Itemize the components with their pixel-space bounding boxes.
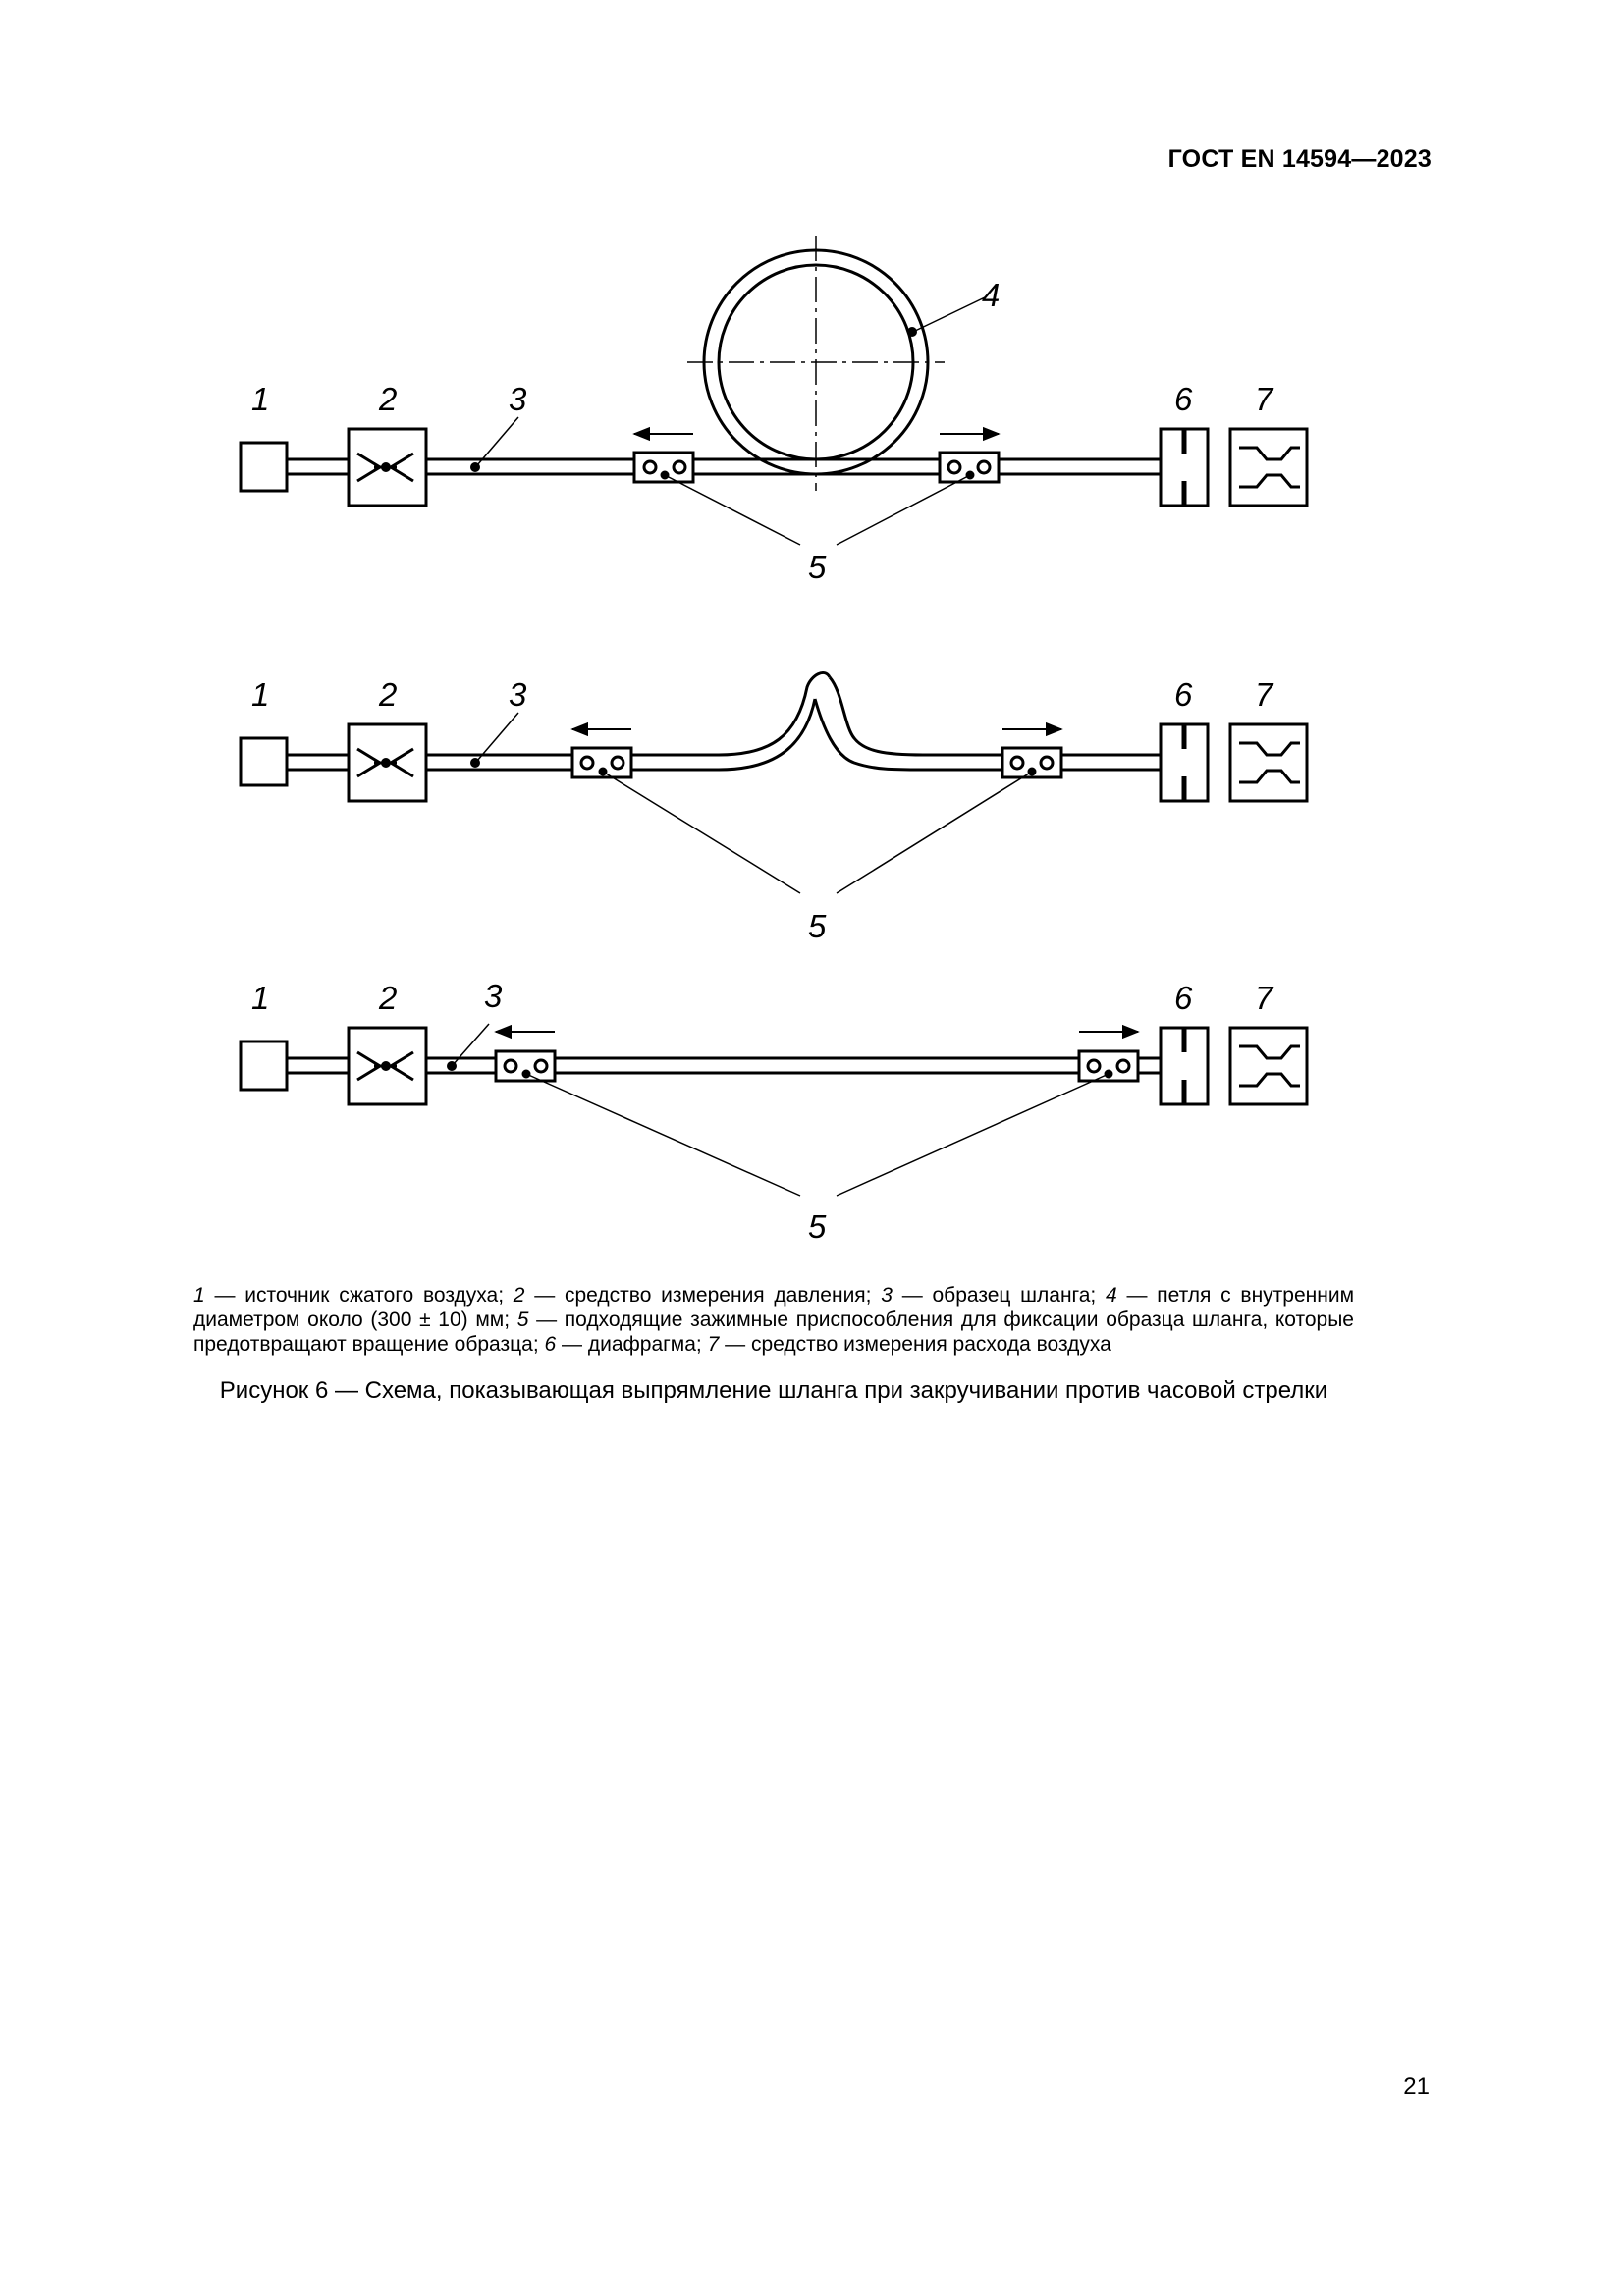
air-source-box [241, 1041, 287, 1090]
callout: 7 [1255, 676, 1273, 713]
diagram-3 [241, 1024, 1307, 1196]
legend-text: — образец шланга; [892, 1284, 1107, 1307]
legend-number: 5 [516, 1308, 529, 1331]
callout: 1 [251, 381, 270, 417]
callout: 6 [1174, 980, 1193, 1016]
callout: 2 [379, 381, 398, 417]
callout: 2 [379, 980, 398, 1016]
callout: 3 [509, 676, 527, 713]
pressure-gauge-box [349, 429, 426, 506]
page-number: 21 [1403, 2073, 1430, 2100]
legend-number: 3 [881, 1284, 893, 1307]
clamp-left [496, 1051, 555, 1081]
clamp-left [634, 453, 693, 482]
legend-number: 6 [544, 1333, 557, 1356]
callout: 1 [251, 676, 270, 713]
diaphragm [1161, 1028, 1208, 1104]
diagram-1 [241, 236, 1307, 545]
diaphragm [1161, 724, 1208, 801]
legend-text: — источник сжатого воздуха; [204, 1284, 514, 1307]
diagram-2 [241, 672, 1307, 893]
legend-number: 1 [193, 1284, 205, 1307]
figure-caption: Рисунок 6 — Схема, показывающая выпрямление шланга при закручивании против часовой стрелки [219, 1377, 1328, 1404]
clamp-left [572, 748, 631, 777]
callout: 2 [379, 676, 398, 713]
legend-text: — петля с внутренним диаметром около (300 ± 10) мм; [193, 1284, 1355, 1331]
pressure-gauge-box [349, 1028, 426, 1104]
clamp-right [1002, 748, 1061, 777]
callout: 5 [808, 549, 827, 585]
callout: 5 [808, 908, 827, 944]
air-source-box [241, 738, 287, 785]
callout: 7 [1255, 980, 1273, 1016]
callout: 5 [808, 1208, 827, 1245]
callout: 1 [251, 980, 270, 1016]
pressure-gauge-box [349, 724, 426, 801]
diaphragm [1161, 429, 1208, 506]
legend-number: 2 [513, 1284, 525, 1307]
callout: 4 [982, 277, 1001, 313]
clamp-right [1079, 1051, 1138, 1081]
callout: 7 [1255, 381, 1273, 417]
legend-text: — средство измерения давления; [524, 1284, 882, 1307]
callout: 6 [1174, 381, 1193, 417]
hose-loop [687, 236, 945, 491]
flowmeter-box [1230, 429, 1307, 506]
air-source-box [241, 443, 287, 491]
clamp-right [940, 453, 999, 482]
legend-text: — средство измерения расхода воздуха [719, 1333, 1111, 1356]
callout: 3 [509, 381, 527, 417]
legend-text: — диафрагма; [556, 1333, 708, 1356]
figure-legend [193, 1283, 1354, 1357]
flowmeter-box [1230, 724, 1307, 801]
document-header: ГОСТ EN 14594—2023 [1167, 145, 1432, 173]
hose-bend [631, 672, 1002, 770]
legend-number: 7 [707, 1333, 720, 1356]
legend-text: — подходящие зажимные приспособления для фиксации образца шланга, которые предотвращают вращение образца; [193, 1308, 1354, 1356]
callout: 6 [1174, 676, 1193, 713]
callout: 3 [484, 978, 503, 1014]
legend-number: 4 [1106, 1284, 1117, 1307]
flowmeter-box [1230, 1028, 1307, 1104]
